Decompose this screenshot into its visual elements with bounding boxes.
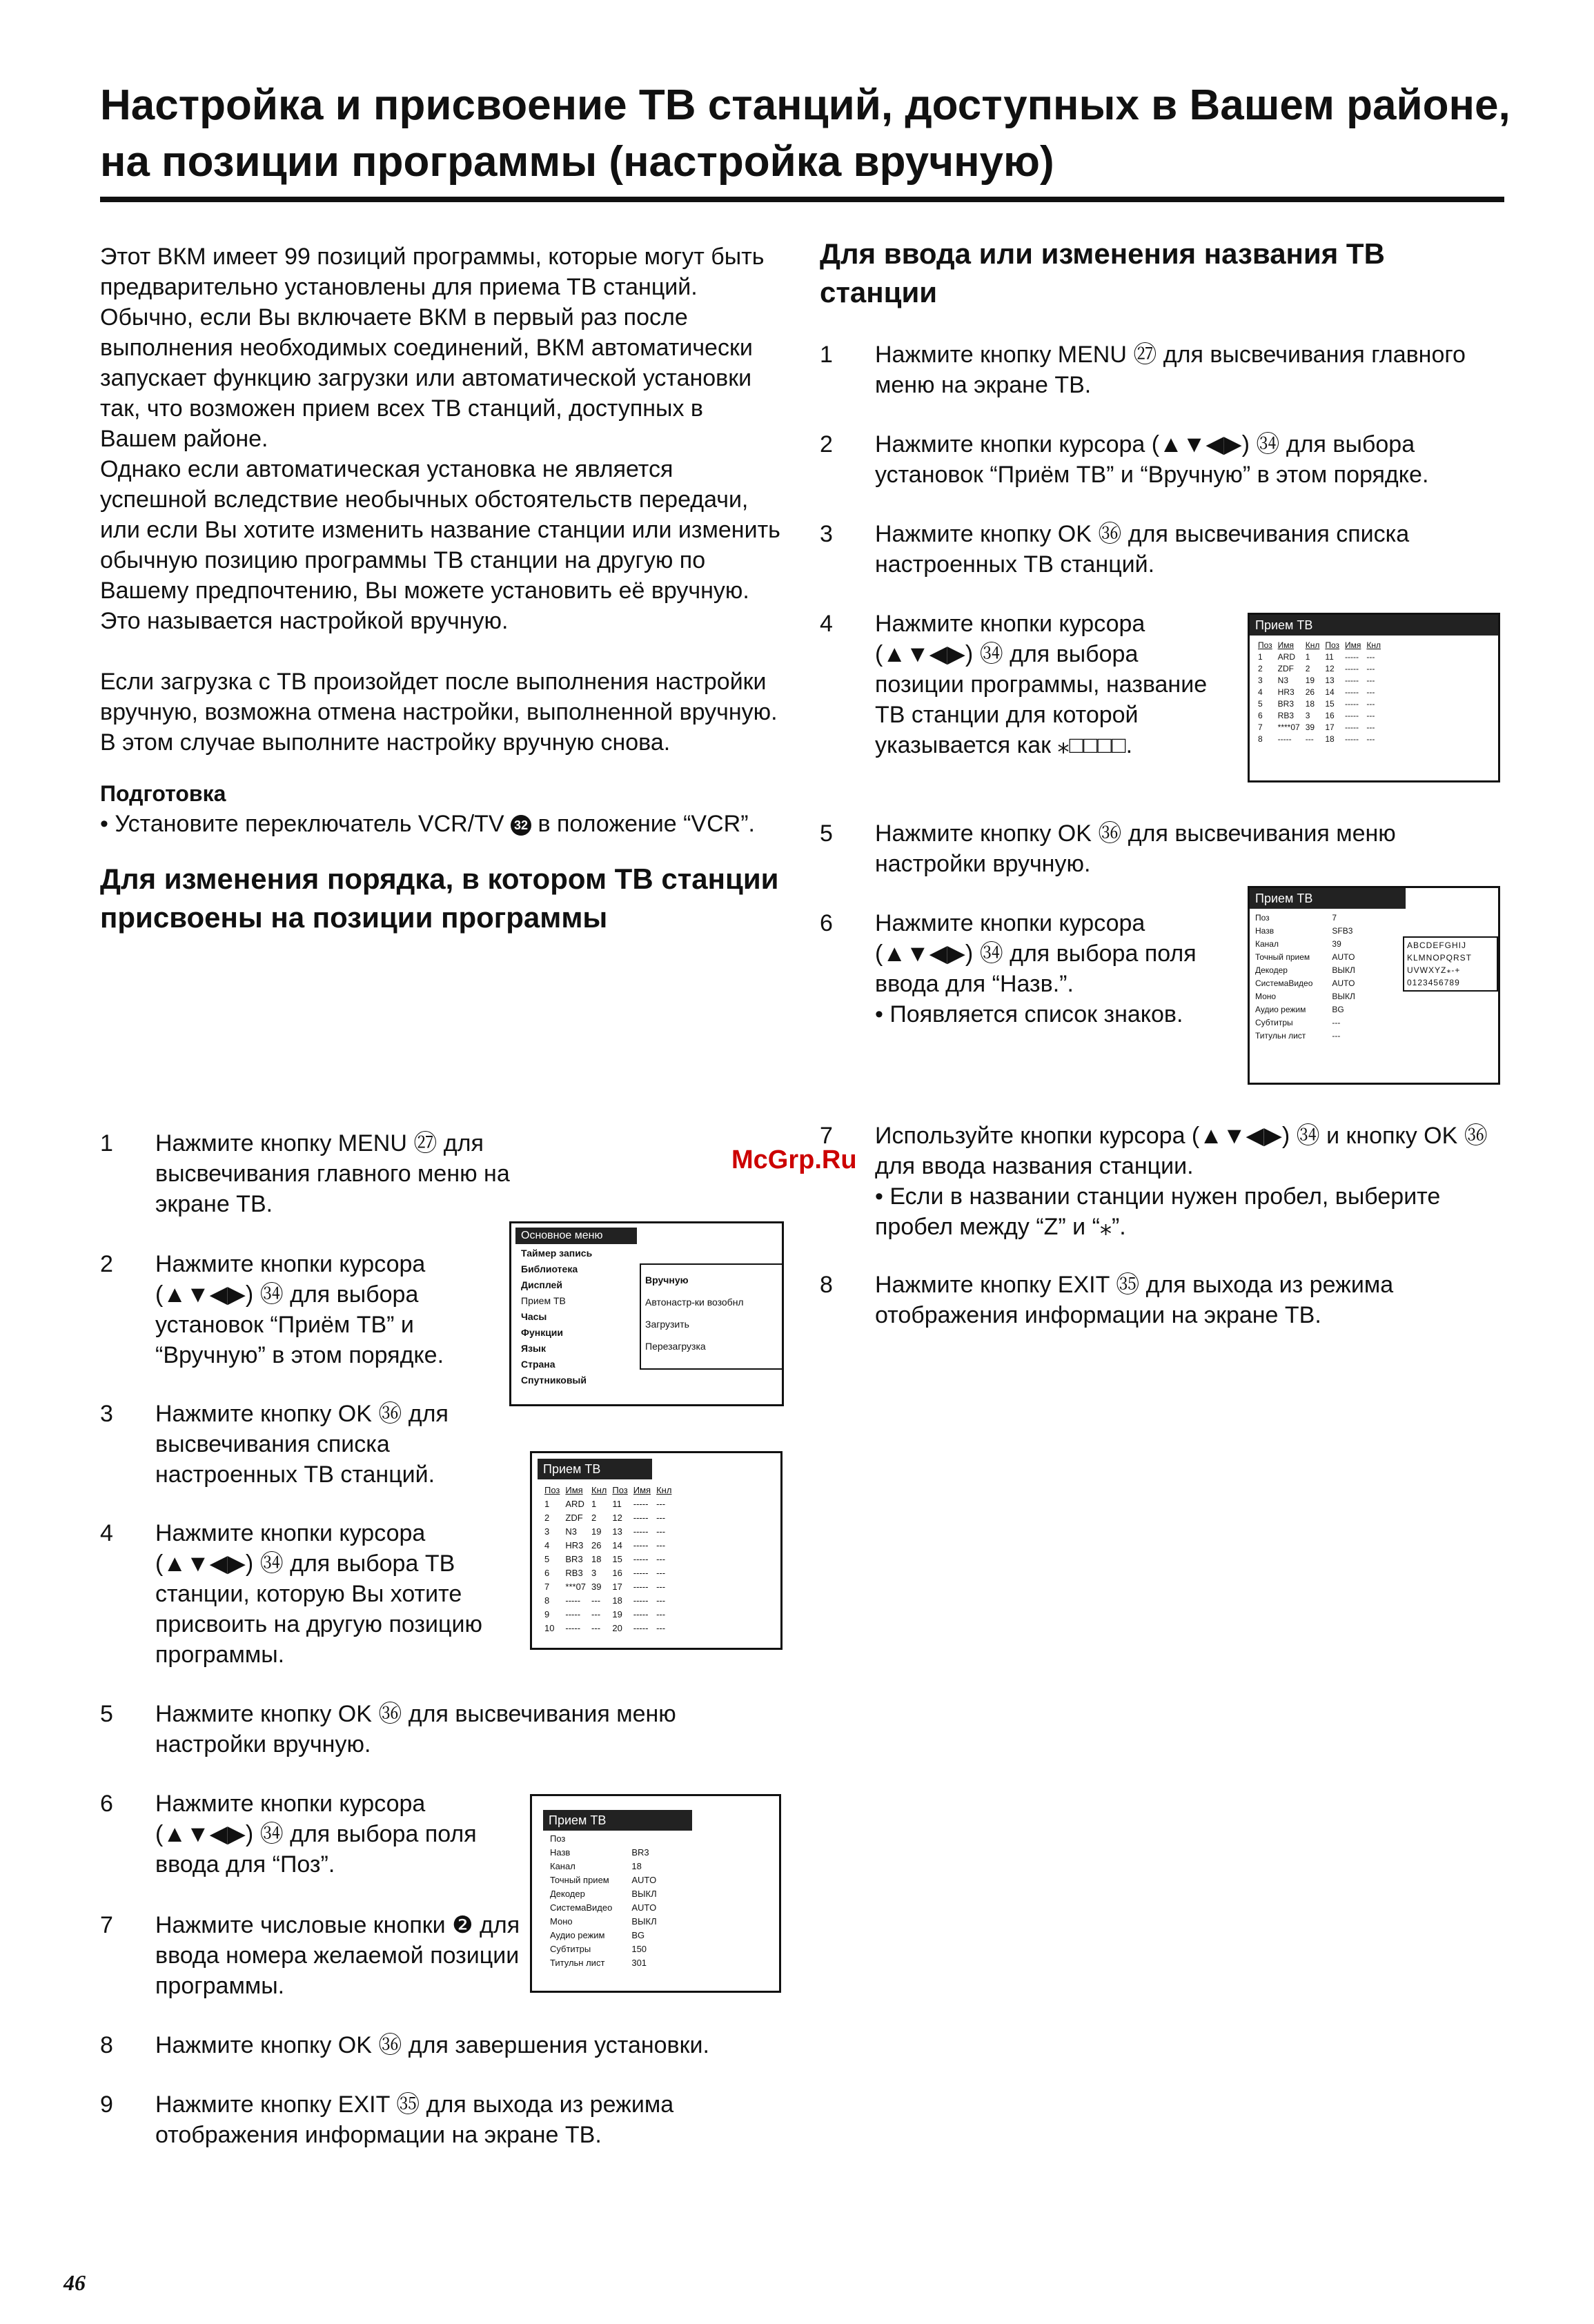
table-cell: --- (591, 1623, 601, 1633)
table-row (1255, 687, 1384, 698)
table-cell: --- (656, 1540, 666, 1550)
setting-value: BR3 (631, 1847, 649, 1858)
table-cell: 3 (1258, 676, 1263, 685)
table-cell: --- (656, 1595, 666, 1606)
step-text: Нажмите кнопки курсора (▲▼◀▶) ㉞ для выбора поля ввода для “Поз”. (155, 1791, 477, 1878)
table-header-cell: Кнл (591, 1485, 607, 1495)
table-cell: 18 (591, 1554, 602, 1564)
table-row (1255, 651, 1384, 663)
table-cell: --- (1305, 734, 1314, 744)
intro-block (100, 242, 783, 937)
char-row: 0123456789 (1407, 978, 1460, 987)
setting-label: Декодер (550, 1889, 585, 1899)
table-row (542, 1608, 674, 1622)
setting-label: Назв (550, 1847, 571, 1858)
setting-value: --- (1332, 1031, 1341, 1041)
setting-label: Назв (1255, 926, 1275, 936)
table-cell: --- (1366, 722, 1375, 732)
prep-heading: Подготовка (100, 781, 226, 806)
table-cell: 15 (1325, 699, 1335, 709)
table-cell: --- (1366, 734, 1375, 744)
table-cell: 18 (612, 1595, 622, 1606)
table-cell: 1 (591, 1499, 597, 1509)
manual-tuning-title: Прием ТВ (543, 1810, 692, 1831)
table-cell: --- (1366, 652, 1375, 662)
setting-row (1252, 990, 1358, 1003)
table-cell: 7 (1258, 722, 1263, 732)
submenu-box (640, 1263, 783, 1370)
setting-value: 7 (1332, 913, 1337, 923)
right-section-heading: Для ввода или изменения названия ТВ станции (820, 237, 1385, 308)
step-number: 5 (100, 1701, 113, 1727)
char-row: UVWXYZ⁎-+ (1407, 965, 1461, 975)
page-number: 46 (63, 2270, 86, 2295)
table-cell: ----- (1345, 687, 1359, 697)
left-section-heading: Для изменения порядка, в котором ТВ станции присвоены на позиции программы (100, 863, 779, 934)
table-cell: --- (1366, 687, 1375, 697)
table-cell: --- (656, 1526, 666, 1537)
table-row (542, 1525, 674, 1539)
table-cell: 6 (1258, 711, 1263, 720)
table-cell: --- (591, 1595, 601, 1606)
submenu-item: Вручную (645, 1274, 689, 1286)
setting-value: AUTO (631, 1902, 657, 1913)
table-cell: ----- (633, 1595, 649, 1606)
table-cell: N3 (1277, 676, 1289, 685)
setting-label: Субтитры (550, 1944, 591, 1954)
step-number: 4 (100, 1520, 113, 1546)
table-cell: --- (656, 1513, 666, 1523)
step-number: 1 (100, 1130, 113, 1156)
table-row (542, 1539, 674, 1553)
table-cell: 1 (1258, 652, 1263, 662)
table-header-cell: Имя (565, 1485, 583, 1495)
table-cell: ----- (1277, 734, 1292, 744)
table-cell: 39 (1305, 722, 1315, 732)
table-row (1255, 698, 1384, 710)
table-header-cell: Кнл (1305, 640, 1320, 650)
setting-row (1252, 1030, 1358, 1043)
table-cell: 16 (1325, 711, 1335, 720)
intro-paragraph: Обычно, если Вы включаете ВКМ в первый раз после выполнения необходимых соединений, ВКМ автоматически запускает функцию загрузки или автоматической установки так, что возможен прием всех ТВ станций, доступных в Вашем районе. (100, 304, 753, 452)
setting-row (547, 1846, 660, 1860)
step-number: 7 (820, 1123, 833, 1149)
table-cell: ----- (1345, 676, 1359, 685)
setting-label: Канал (550, 1861, 575, 1871)
setting-value: ВЫКЛ (1332, 965, 1355, 975)
setting-row (1252, 938, 1358, 951)
setting-row (547, 1901, 660, 1915)
table-cell: ----- (1345, 664, 1359, 673)
table-cell: 13 (1325, 676, 1335, 685)
table-cell: 3 (1305, 711, 1310, 720)
table-cell: ****07 (1277, 722, 1300, 732)
step-number: 2 (100, 1251, 113, 1277)
tv-list-title: Прием ТВ (538, 1459, 652, 1479)
setting-row (1252, 912, 1358, 925)
step-number: 5 (820, 820, 833, 847)
setting-label: Точный прием (550, 1875, 609, 1885)
setting-label: Титульн лист (550, 1958, 605, 1968)
step-text: Нажмите кнопки курсора (▲▼◀▶) ㉞ для выбора установок “Приём ТВ” и “Вручную” в этом порядке. (875, 431, 1429, 488)
menu-item: Библиотека (521, 1263, 578, 1274)
main-menu-title: Основное меню (515, 1228, 637, 1244)
table-cell: --- (656, 1554, 666, 1564)
title-rule (100, 197, 1504, 202)
submenu-item: Автонастр-ки возобнл (645, 1297, 744, 1308)
setting-label: Аудио режим (550, 1930, 605, 1940)
setting-value: 39 (1332, 939, 1341, 949)
table-cell: BR3 (1277, 699, 1295, 709)
table-cell: 14 (1325, 687, 1335, 697)
setting-label: Субтитры (1255, 1018, 1293, 1027)
step-number: 6 (820, 910, 833, 936)
table-cell: HR3 (1277, 687, 1295, 697)
name-entry-screen (1248, 886, 1500, 1085)
table-cell: ----- (565, 1623, 581, 1633)
setting-row (1252, 964, 1358, 977)
setting-label: Моно (550, 1916, 573, 1927)
setting-value: AUTO (1332, 952, 1355, 962)
step-text: Нажмите кнопку OK ㊱ для высвечивания меню настройки вручную. (875, 820, 1396, 877)
setting-value: BG (1332, 1005, 1344, 1014)
char-row: ABCDEFGHIJ (1407, 941, 1467, 950)
setting-value: ВЫКЛ (631, 1889, 657, 1899)
setting-label: Поз (550, 1833, 566, 1844)
table-row (1255, 663, 1384, 675)
table-cell: 20 (612, 1623, 622, 1633)
table-cell: ----- (633, 1554, 649, 1564)
page-title: Настройка и присвоение ТВ станций, доступных в Вашем районе, на позиции программы (настройка вручную) (100, 81, 1511, 186)
table-cell: --- (656, 1609, 666, 1619)
table-cell: ARD (1277, 652, 1296, 662)
table-cell: 5 (1258, 699, 1263, 709)
step-text: Нажмите числовые кнопки ❷ для ввода номера желаемой позиции программы. (155, 1912, 520, 1999)
setting-row (1252, 951, 1358, 964)
step-text: Нажмите кнопки курсора (▲▼◀▶) ㉞ для выбора поля ввода для “Назв.”. (875, 910, 1197, 997)
table-cell: 4 (544, 1540, 550, 1550)
setting-row (1252, 977, 1358, 990)
step-text: Нажмите кнопки курсора (▲▼◀▶) ㉞ для выбора установок “Приём ТВ” и “Вручную” в этом порядке. (155, 1251, 444, 1368)
step-text: Нажмите кнопки курсора (▲▼◀▶) ㉞ для выбора ТВ станции, которую Вы хотите присвоить на другую позицию программы. (155, 1520, 482, 1668)
setting-value: AUTO (631, 1875, 657, 1885)
table-cell: 26 (591, 1540, 602, 1550)
table-cell: RB3 (565, 1568, 583, 1578)
table-cell: ----- (633, 1526, 649, 1537)
step-text: Нажмите кнопку EXIT ㉟ для выхода из режима отображения информации на экране ТВ. (875, 1272, 1394, 1328)
table-cell: 18 (1305, 699, 1315, 709)
step-bullet: • Появляется список знаков. (875, 1001, 1183, 1027)
table-cell: --- (656, 1499, 666, 1509)
table-cell: 2 (544, 1513, 550, 1523)
step-number: 3 (820, 521, 833, 547)
step-text: Нажмите кнопку MENU ㉗ для высвечивания главного меню на экране ТВ. (155, 1130, 510, 1217)
table-cell: 2 (1305, 664, 1310, 673)
table-cell: ----- (633, 1568, 649, 1578)
step-number: 2 (820, 431, 833, 457)
setting-value: 18 (631, 1861, 642, 1871)
intro-paragraph: Этот ВКМ имеет 99 позиций программы, которые могут быть предварительно установлены для приема ТВ станций. (100, 244, 765, 300)
table-cell: 7 (544, 1582, 550, 1592)
character-list (1403, 936, 1498, 992)
table-cell: 8 (544, 1595, 550, 1606)
table-row (542, 1580, 674, 1594)
menu-item: Дисплей (521, 1279, 562, 1290)
table-cell: 26 (1305, 687, 1315, 697)
table-cell: 19 (591, 1526, 602, 1537)
table-cell: ARD (565, 1499, 584, 1509)
step-bullet-text: Появляется список знаков. (889, 1001, 1183, 1027)
table-cell: HR3 (565, 1540, 584, 1550)
button-number-icon: 32 (511, 815, 531, 836)
setting-label: СистемаВидео (1255, 978, 1313, 988)
tv-list-screen-small (1248, 613, 1500, 782)
table-cell: --- (591, 1609, 601, 1619)
table-cell: 3 (544, 1526, 550, 1537)
setting-row (547, 1956, 660, 1970)
table-header-cell: Поз (544, 1485, 560, 1495)
table-cell: --- (656, 1623, 666, 1633)
table-cell: ***07 (565, 1582, 587, 1592)
table-cell: ----- (1345, 722, 1359, 732)
setting-value: 150 (631, 1944, 647, 1954)
table-cell: 4 (1258, 687, 1263, 697)
table-row (1255, 722, 1384, 733)
table-cell: 18 (1325, 734, 1335, 744)
step-bullet-text: Если в названии станции нужен пробел, выберите пробел между “Z” и “⁎”. (875, 1183, 1441, 1240)
intro-paragraph: Если загрузка с ТВ произойдет после выполнения настройки вручную, возможна отмена настройки, выполненной вручную. (100, 669, 778, 725)
step-number: 3 (100, 1401, 113, 1427)
table-cell: ZDF (565, 1513, 583, 1523)
setting-row (547, 1942, 660, 1956)
step-number: 8 (820, 1272, 833, 1298)
table-row (542, 1594, 674, 1608)
setting-label: Титульн лист (1255, 1031, 1306, 1041)
step-text: Нажмите кнопку EXIT ㉟ для выхода из режима отображения информации на экране ТВ. (155, 2091, 674, 2148)
menu-item: Функции (521, 1327, 564, 1338)
menu-item: Язык (521, 1343, 546, 1354)
table-row (1255, 733, 1384, 745)
table-cell: 11 (612, 1499, 622, 1509)
table-header-cell: Имя (1345, 640, 1361, 650)
prep-item-rest: в положение “VCR”. (538, 811, 755, 837)
table-header-row (1255, 640, 1384, 651)
table-cell: ----- (633, 1609, 649, 1619)
table-cell: 12 (612, 1513, 622, 1523)
table-cell: 15 (612, 1554, 622, 1564)
table-cell: ----- (1345, 699, 1359, 709)
step-number: 9 (100, 2091, 113, 2118)
setting-label: Моно (1255, 992, 1277, 1001)
step-text: Нажмите кнопку OK ㊱ для высвечивания списка настроенных ТВ станций. (155, 1401, 449, 1488)
menu-item: Часы (521, 1311, 547, 1322)
step-text: Используйте кнопки курсора (▲▼◀▶) ㉞ и кнопку OK ㊱ для ввода названия станции. (875, 1123, 1488, 1179)
setting-label: Точный прием (1255, 952, 1310, 962)
step-number: 8 (100, 2032, 113, 2058)
setting-row (547, 1873, 660, 1887)
watermark: McGrp.Ru (731, 1145, 857, 1174)
setting-value: 301 (631, 1958, 647, 1968)
tv-list-table (1255, 640, 1384, 745)
table-cell: --- (1366, 711, 1375, 720)
table-cell: 19 (612, 1609, 622, 1619)
setting-label: СистемаВидео (550, 1902, 613, 1913)
table-header-cell: Имя (1277, 640, 1295, 650)
table-header-cell: Поз (1258, 640, 1272, 650)
table-cell: ----- (1345, 711, 1359, 720)
step-number: 4 (820, 611, 833, 637)
setting-value: ВЫКЛ (1332, 992, 1355, 1001)
table-cell: ----- (633, 1513, 649, 1523)
name-entry-table (1252, 912, 1358, 1043)
table-cell: --- (656, 1582, 666, 1592)
table-header-cell: Кнл (656, 1485, 672, 1495)
submenu-item: Перезагрузка (645, 1341, 706, 1352)
tv-list-screen (530, 1451, 783, 1650)
table-cell: 9 (544, 1609, 550, 1619)
step-text: Нажмите кнопки курсора (▲▼◀▶) ㉞ для выбора позиции программы, название ТВ станции для которой указывается как ⁎□□□□. (875, 611, 1208, 758)
table-row (542, 1511, 674, 1525)
table-cell: 1 (544, 1499, 550, 1509)
table-cell: 17 (612, 1582, 622, 1592)
table-cell: ----- (1345, 734, 1359, 744)
step-number: 1 (820, 342, 833, 368)
table-cell: --- (1366, 699, 1375, 709)
table-cell: ----- (565, 1609, 581, 1619)
table-cell: ----- (633, 1623, 649, 1633)
table-cell: 16 (612, 1568, 622, 1578)
manual-tuning-table (547, 1832, 660, 1970)
table-row (1255, 710, 1384, 722)
table-cell: 2 (591, 1513, 597, 1523)
name-entry-title: Прием ТВ (1250, 888, 1406, 909)
step-text: Нажмите кнопку OK ㊱ для завершения установки. (155, 2032, 709, 2058)
intro-paragraph: В этом случае выполните настройку вручную снова. (100, 729, 671, 756)
table-cell: 1 (1305, 652, 1310, 662)
setting-row (547, 1915, 660, 1929)
menu-item: Прием ТВ (521, 1295, 566, 1306)
table-header-cell: Поз (612, 1485, 628, 1495)
table-cell: N3 (565, 1526, 578, 1537)
tv-list-table (542, 1484, 674, 1635)
table-cell: ----- (565, 1595, 581, 1606)
table-header-cell: Поз (1325, 640, 1339, 650)
table-cell: 2 (1258, 664, 1263, 673)
setting-row (1252, 1016, 1358, 1030)
table-row (542, 1622, 674, 1635)
table-cell: 3 (591, 1568, 597, 1578)
intro-paragraph: Однако если автоматическая установка не является успешной вследствие необычных обстоятельств передачи, или если Вы хотите изменить название станции или изменить обычную позицию программы ТВ станции на другую по Вашему предпочтению, Вы можете установить её вручную. Это называется настройкой вручную. (100, 456, 780, 634)
table-cell: 19 (1305, 676, 1315, 685)
setting-value: SFB3 (1332, 926, 1353, 936)
table-cell: BR3 (565, 1554, 583, 1564)
step-text: Нажмите кнопку OK ㊱ для высвечивания списка настроенных ТВ станций. (875, 521, 1410, 578)
char-row: KLMNOPQRST (1407, 953, 1473, 963)
table-cell: 14 (612, 1540, 622, 1550)
table-cell: ----- (633, 1582, 649, 1592)
table-cell: RB3 (1277, 711, 1295, 720)
setting-label: Аудио режим (1255, 1005, 1306, 1014)
setting-label: Декодер (1255, 965, 1288, 975)
main-menu-list (521, 1245, 592, 1388)
table-cell: 13 (612, 1526, 622, 1537)
right-heading-block (820, 235, 1510, 312)
menu-item: Таймер запись (521, 1248, 593, 1259)
step-number: 6 (100, 1791, 113, 1817)
table-row (542, 1553, 674, 1566)
step-text: Нажмите кнопку MENU ㉗ для высвечивания главного меню на экране ТВ. (875, 342, 1466, 398)
prep-item-text: Установите переключатель VCR/TV (115, 811, 504, 837)
setting-value (629, 1832, 659, 1846)
step-number: 7 (100, 1912, 113, 1938)
table-cell: 11 (1325, 652, 1334, 662)
main-menu-screen (509, 1221, 784, 1406)
table-cell: 8 (1258, 734, 1263, 744)
table-row (542, 1497, 674, 1511)
table-cell: --- (1366, 664, 1375, 673)
setting-row (1252, 1003, 1358, 1016)
table-cell: 39 (591, 1582, 602, 1592)
step-bullet: • Если в названии станции нужен пробел, выберите пробел между “Z” и “⁎”. (875, 1183, 1441, 1240)
prep-item: • Установите переключатель VCR/TV 32 в положение “VCR”. (100, 811, 755, 837)
table-cell: --- (656, 1568, 666, 1578)
table-cell: ----- (633, 1540, 649, 1550)
table-cell: --- (1366, 676, 1375, 685)
setting-row (547, 1887, 660, 1901)
table-cell: 12 (1325, 664, 1335, 673)
table-cell: ----- (1345, 652, 1359, 662)
setting-label: Поз (1255, 913, 1270, 923)
manual-tuning-screen (530, 1794, 781, 1993)
table-cell: ZDF (1277, 664, 1294, 673)
table-cell: 5 (544, 1554, 550, 1564)
submenu-item: Загрузить (645, 1319, 689, 1330)
table-cell: 10 (544, 1623, 555, 1633)
setting-value: BG (631, 1930, 645, 1940)
setting-row (547, 1832, 660, 1846)
table-cell: 17 (1325, 722, 1335, 732)
step-text: Нажмите кнопку OK ㊱ для высвечивания меню настройки вручную. (155, 1701, 676, 1757)
setting-value: --- (1332, 1018, 1341, 1027)
setting-label: Канал (1255, 939, 1279, 949)
table-row (1255, 675, 1384, 687)
setting-row (547, 1929, 660, 1942)
table-row (542, 1566, 674, 1580)
menu-item: Страна (521, 1359, 555, 1370)
menu-item: Спутниковый (521, 1375, 587, 1386)
table-header-cell: Кнл (1366, 640, 1381, 650)
setting-value: AUTO (1332, 978, 1355, 988)
table-header-row (542, 1484, 674, 1497)
table-cell: 6 (544, 1568, 550, 1578)
table-header-cell: Имя (633, 1485, 651, 1495)
table-cell: ----- (633, 1499, 649, 1509)
setting-row (547, 1860, 660, 1873)
tv-list-title: Прием ТВ (1250, 615, 1498, 636)
setting-value: ВЫКЛ (631, 1916, 657, 1927)
setting-row (1252, 925, 1358, 938)
